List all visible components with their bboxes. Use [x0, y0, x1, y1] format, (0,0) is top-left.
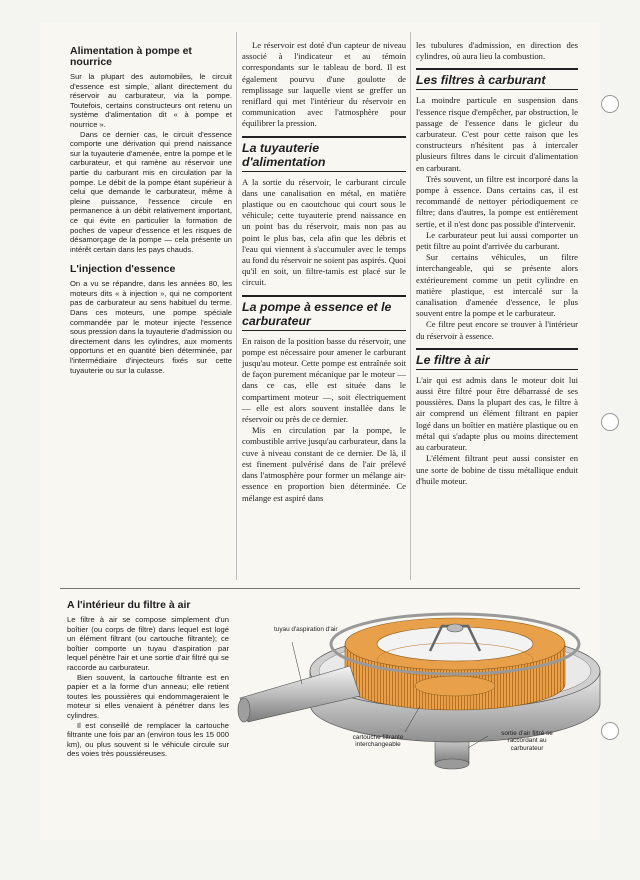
section-heading: L'injection d'essence [70, 263, 176, 276]
paragraph: Sur la plupart des automobiles, le circuit d'essence est simple, allant directement du réservoir au carburateur, via la pompe. Toutefois, certains constructeurs ont retenu un système d'alimentation dit « à pompe et nourrice ». [70, 72, 232, 129]
binder-hole [601, 413, 619, 431]
section-heading: La tuyauterie d'alimentation [242, 136, 406, 172]
paragraph: Le réservoir est doté d'un capteur de niveau associé à l'indicateur et au témoin correspondants sur le tableau de bord. Il est également pourvu d'une goulotte de remplissage sur laquelle vient se greffer un reniflard qui met l'intérieur du réservoir en communication avec l'atmosphère pour équilibrer la pression. [242, 40, 406, 129]
paragraph: Il est conseillé de remplacer la cartouche filtrante une fois par an (environ tous les 15 000 km), ou plus souvent si le véhicule circule sur des voies très poussiéreuses. [67, 720, 229, 759]
paragraph: En raison de la position basse du réservoir, une pompe est nécessaire pour amener le carburant jusqu'au moteur. Cette pompe est entraînée soit de façon purement mécanique par le moteur — dans ce cas, elle est située dans le compartiment moteur —, soit électriquement — elle est alors souvent installée dans le réservoir ou près de ce dernier. [242, 335, 406, 425]
paragraph: Très souvent, un filtre est incorporé dans la pompe à essence. Dans certains cas, il est recommandé de nettoyer périodiquement ce filtre; dans d'autres, la pompe est entièrement sertie, et il n'est donc pas possible d'intervenir. [416, 173, 578, 229]
paragraph: Ce filtre peut encore se trouver à l'intérieur du réservoir à essence. [416, 319, 578, 341]
paragraph: L'air qui est admis dans le moteur doit lui aussi être filtré pour être débarrassé de ses poussières. Dans la plupart des cas, le filtre à air comprend un élément filtrant en papier logé dans un boîtier en matière plastique ou en métal qui s'adapte plus ou moins directement au carburateur. [416, 374, 578, 453]
paragraph: Mis en circulation par la pompe, le combustible arrive jusqu'au carburateur, dans la cuve à niveau constant de ce dernier. De là, il est finement pulvérisé dans de l'air prélevé dans l'atmosphère pour former un mélange air-essence en proportion bien déterminée. Ce mélange est aspiré dans [242, 425, 406, 503]
paragraph: Sur certains véhicules, un filtre interchangeable, qui se présente alors extérieurement comme un petit cylindre en matière plastique, est intercalé sur la canalisation d'amenée d'essence, le plus souvent entre la pompe et le carburateur. [416, 252, 578, 319]
label-intake: tuyau d'aspiration d'air [274, 626, 338, 633]
figure-caption-box [67, 600, 229, 759]
left-column [70, 38, 232, 375]
section-divider [60, 588, 580, 589]
column-divider [410, 32, 411, 580]
column-divider [236, 32, 237, 580]
right-column [416, 40, 578, 487]
paragraph: Le filtre à air se compose simplement d'un boîtier (ou corps de filtre) dans lequel est logé un élément filtrant (ou cartouche filtrante); ce boîtier comporte un tuyau d'aspiration par lequel pénètre l'air et une sortie d'air filtré qui se raccorde au carburateur. [67, 615, 229, 672]
section-heading: Le filtre à air [416, 348, 578, 370]
label-cartridge: cartouche filtrante interchangeable [352, 734, 404, 749]
paragraph: Dans ce dernier cas, le circuit d'essence comporte une dérivation qui prend naissance sur la tuyauterie d'amenée, entre la pompe et le carburateur, et qui ramène au réservoir une partie du carburant mis en circulation par la pompe. Le débit de la pompe étant supérieur à celui que demande le carburateur, même à pleine puissance, l'essence circule en permanence à un débit relativement important, ce qui évite en particulier la formation de poches de vapeur d'essence et les risques de désamorçage de la pompe — cela présente un intérêt certain dans les pays chauds. [70, 129, 232, 254]
air-filter-illustration [230, 596, 605, 801]
section-heading: La pompe à essence et le carburateur [242, 295, 406, 331]
paragraph: La moindre particule en suspension dans l'essence risque d'empêcher, par obstruction, le passage de l'essence dans le gicleur du carburateur. C'est pour cette raison que les constructeurs n'hésitent pas à intercaler plusieurs filtres dans le circuit d'alimentation en carburant. [416, 95, 578, 173]
paragraph: A la sortie du réservoir, le carburant circule dans une canalisation en métal, en matière plastique ou en caoutchouc qui court sous le véhicule; cette tuyauterie prend naissance en un point bas du réservoir, mais non pas au point le plus bas, cela afin que les débris et l'eau qui viennent à s'accumuler avec le temps au fond du réservoir ne soient pas aspirés. Quoi qu'il en soit, un filtre-tamis est placé sur le circuit. [242, 176, 406, 288]
paragraph: les tubulures d'admission, en direction des cylindres, où aura lieu la combustion. [416, 40, 578, 62]
binder-hole [601, 95, 619, 113]
paragraph: L'élément filtrant peut aussi consister en une sorte de bobine de tissu métallique enduit d'huile moteur. [416, 453, 578, 486]
figure-title: A l'intérieur du filtre à air [67, 599, 191, 611]
paragraph: Bien souvent, la cartouche filtrante est en papier et a la forme d'un anneau; elle retient toutes les poussières qui endommageraient le moteur si elles venaient à pénétrer dans les cylindres. [67, 672, 229, 720]
label-outlet: sortie d'air filtré se raccordant au carburateur [501, 730, 553, 752]
paragraph: On a vu se répandre, dans les années 80, les moteurs dits « à injection », qui ne comportent pas de carburateur au sens habituel du terme. Dans ces moteurs, une pompe spéciale commandée par le moteur injecte l'essence sous pression dans la tuyauterie d'admission ou directement dans les cylindres, aux moments opportuns et en quantité bien déterminée, par l'intermédiaire d'injecteurs fixés sur cette tuyauterie ou sur la culasse. [70, 279, 232, 375]
section-heading: Alimentation à pompe et nourrice [70, 45, 192, 68]
middle-column [242, 40, 406, 504]
section-heading: Les filtres à carburant [416, 68, 578, 90]
paragraph: Le carburateur peut lui aussi comporter un petit filtre au point d'arrivée du carburant. [416, 229, 578, 252]
